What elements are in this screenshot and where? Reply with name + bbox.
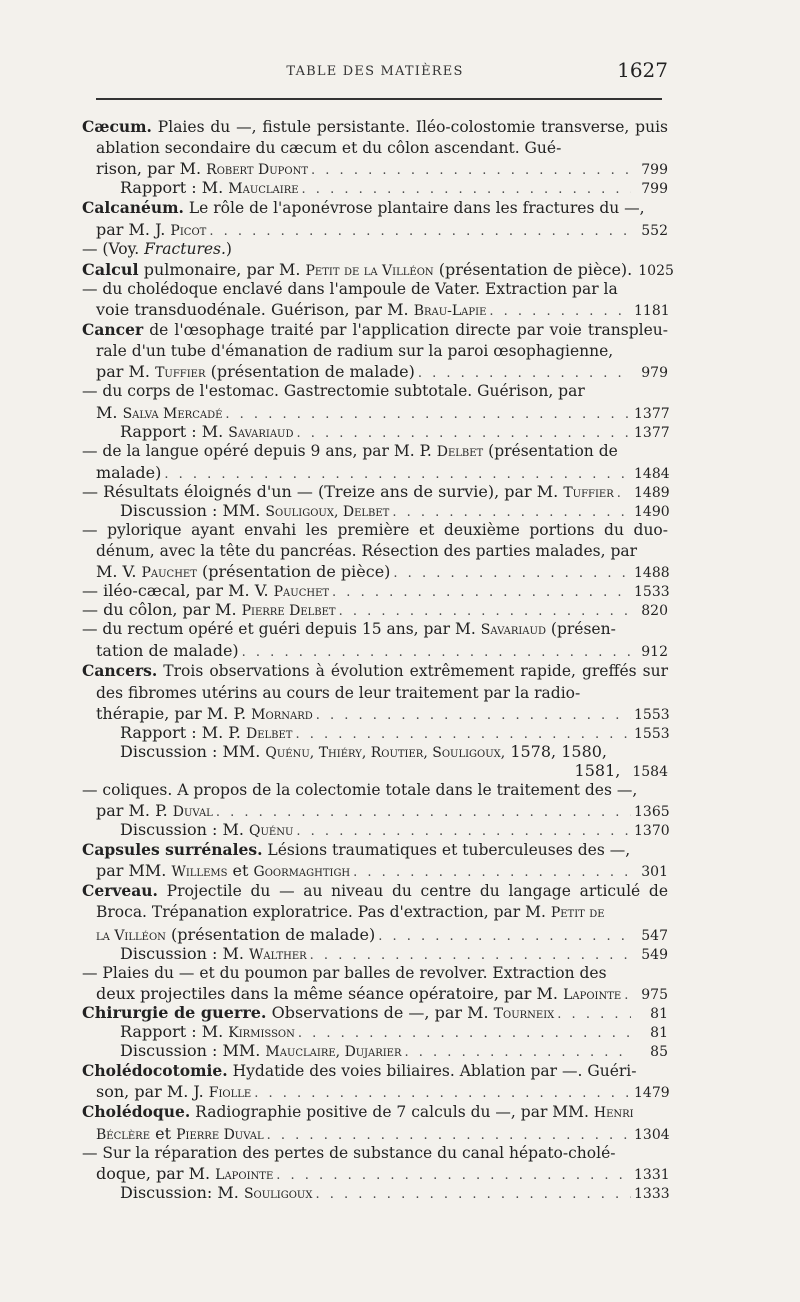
entry-line	[82, 300, 668, 319]
dot-leader	[297, 426, 632, 441]
entry-cerveau	[82, 880, 668, 924]
entry-text: Discussion : M.	[120, 820, 250, 840]
page-ref: 1365	[634, 804, 670, 821]
entry-resultats	[82, 482, 668, 501]
author-name: Savariaud	[480, 622, 546, 639]
entry-line	[82, 159, 668, 178]
entry-line	[82, 801, 668, 820]
page-ref: 799	[641, 181, 668, 198]
entry-line	[82, 422, 668, 441]
entry-text: son, par M. J.	[96, 1082, 209, 1102]
author-name: Fiolle	[208, 1085, 252, 1102]
entry-text: M.	[96, 402, 123, 422]
author-name: Robert Dupont	[206, 162, 309, 179]
entry-line	[82, 403, 668, 422]
entry-text	[96, 1082, 251, 1101]
page-ref: 1331	[634, 1167, 670, 1184]
entry-text: de l'œsophage traité par l'application directe par voie transpleu-rale d'un tube d'émanation de radium sur la paroi œsophagienne,	[96, 321, 668, 361]
page-ref: 820	[641, 603, 668, 620]
page-ref: 799	[641, 162, 668, 179]
entry-text: Rapport : M.	[120, 178, 229, 198]
page-ref: 81	[650, 1024, 668, 1041]
dot-leader	[254, 1086, 631, 1101]
index-heading: Cerveau.	[82, 881, 158, 901]
entry-text	[96, 704, 313, 723]
entry-text	[120, 422, 294, 441]
page-ref: 552	[641, 222, 668, 239]
entry-text: Discussion : MM.	[120, 741, 266, 761]
entry-text	[96, 562, 390, 581]
entry-text: Projectile du — au niveau du centre du langage articulé de Broca. Trépanation exploratrice. Pas d'extraction, par M.	[96, 882, 668, 922]
entry-text	[96, 403, 222, 422]
entry-text: thérapie, par M. P.	[96, 703, 252, 723]
entry-pylorique	[82, 520, 668, 562]
page-ref: 1333	[634, 1186, 670, 1203]
author-name: Lapointe	[215, 1167, 274, 1184]
entry-capsules	[82, 839, 668, 861]
entry-line	[82, 501, 668, 520]
dot-leader	[339, 604, 631, 619]
index-heading: Cholédoque.	[82, 1102, 191, 1122]
entry-text: tation de malade)	[96, 641, 239, 661]
entry-text: Discussion : MM.	[120, 1040, 266, 1060]
dot-leader	[392, 505, 631, 520]
entry-text	[120, 723, 292, 742]
author-name: Savariaud	[228, 424, 294, 441]
entry-text: Le rôle de l'aponévrose plantaire dans les fractures du —,	[183, 199, 645, 218]
dot-leader	[267, 1128, 631, 1143]
entry-text: malade)	[96, 462, 162, 482]
author-name: Delbet	[245, 725, 293, 742]
entry-line	[82, 1022, 668, 1041]
author-name: Delbet	[436, 443, 484, 460]
index-heading: Capsules surrénales.	[82, 840, 263, 860]
entry-line	[82, 704, 668, 723]
page-ref: 1533	[634, 584, 670, 601]
entry-text: (présentation de	[483, 441, 618, 460]
entry-text: — (Voy.	[82, 239, 145, 258]
entry-text: 1581,	[574, 760, 621, 780]
author-name: Lapointe	[563, 986, 622, 1003]
author-name: Willems	[171, 864, 228, 881]
index-entries	[82, 116, 674, 1203]
entry-calcaneum-voy	[82, 239, 668, 260]
entry-line	[82, 761, 668, 780]
author-name: Quénu	[249, 823, 294, 840]
entry-text: Hydatide des voies biliaires. Ablation par —. Guéri-	[227, 1061, 637, 1080]
author-name: Goormaghtigh	[253, 864, 351, 881]
entry-text	[120, 501, 389, 520]
author-name: Souligoux	[243, 1186, 313, 1203]
entry-line	[82, 1082, 668, 1101]
entry-text	[120, 178, 299, 197]
entry-text: (présen-	[545, 620, 616, 639]
entry-text	[82, 482, 614, 501]
author-name: Souligoux, Delbet	[265, 503, 390, 520]
running-title: TABLE DES MATIÈRES	[286, 64, 464, 79]
entry-text: Rapport : M. P.	[120, 722, 246, 742]
entry-text: — Sur la réparation des pertes de substance du canal hépato-cholé-	[82, 1144, 616, 1163]
author-name: Tuffier	[155, 365, 206, 382]
entry-line	[82, 362, 668, 381]
entry-text: Rapport : M.	[120, 421, 229, 441]
page-ref: 1377	[634, 405, 670, 422]
entry-caecum	[82, 116, 668, 159]
entry-text: )	[225, 239, 232, 258]
dot-leader	[557, 1007, 631, 1022]
page-ref: 1484	[634, 465, 670, 482]
entry-reparation	[82, 1143, 668, 1164]
page-ref: 975	[641, 986, 668, 1003]
entry-text	[96, 801, 213, 820]
entry-line	[82, 641, 668, 660]
entry-text: Trois observations à évolution extrêmement rapide, greffés sur des fibromes utérins au cours de leur traitement par la radio-	[96, 662, 668, 702]
index-heading: Calcul	[82, 259, 139, 279]
entry-text	[82, 581, 329, 600]
entry-text: (présentation de pièce).	[433, 259, 633, 279]
author-name: Salva Mercadé	[122, 405, 223, 422]
entry-text	[82, 600, 336, 619]
entry-text: — du corps de l'estomac. Gastrectomie subtotale. Guérison, par	[82, 382, 585, 401]
author-name: Quénu, Thiéry, Routier, Souligoux,	[265, 744, 506, 761]
entry-line	[82, 984, 668, 1003]
page-ref: 1304	[634, 1127, 670, 1144]
entry-text	[96, 220, 206, 239]
entry-text: (présentation de malade)	[165, 924, 376, 944]
dot-leader	[276, 1168, 631, 1183]
entry-line	[82, 1041, 668, 1060]
entry-text: Lésions traumatiques et tuberculeuses des —,	[262, 841, 631, 860]
entry-calcul	[82, 259, 674, 279]
entry-text: Radiographie positive de 7 calculs du —, par MM.	[190, 1103, 594, 1122]
index-heading: Cancer	[82, 320, 144, 340]
entry-text: — iléo-cæcal, par M. V.	[82, 581, 274, 601]
author-name: la Villéon	[96, 927, 166, 944]
entry-text: pulmonaire, par M.	[138, 259, 306, 279]
entry-text: rison, par M.	[96, 159, 207, 179]
entry-text: — coliques. A propos de la colectomie totale dans le traitement des —,	[82, 780, 638, 799]
entry-line	[82, 820, 668, 839]
dot-leader	[405, 1045, 631, 1060]
entry-text: — Résultats éloignés d'un — (Treize ans de survie), par M.	[82, 481, 564, 501]
running-head	[82, 58, 668, 86]
dot-leader	[378, 929, 631, 944]
author-name: Pierre Delbet	[241, 603, 336, 620]
entry-text: — du cholédoque enclavé dans l'ampoule de Vater. Extraction par la	[82, 279, 618, 298]
page-ref: 1490	[634, 503, 670, 520]
entry-text: M. V.	[96, 562, 142, 582]
author-name: Pauchet	[141, 565, 197, 582]
page-ref: 85	[650, 1043, 668, 1060]
dot-leader	[316, 708, 631, 723]
dot-leader	[242, 645, 631, 660]
page	[82, 58, 674, 1203]
entry-text: — du rectum opéré et guéri depuis 15 ans, par M.	[82, 620, 481, 639]
entry-text	[82, 1003, 554, 1022]
dot-leader	[302, 182, 631, 197]
entry-text: (présentation de malade)	[205, 362, 415, 382]
entry-cancer-langue	[82, 441, 668, 463]
entry-text	[96, 159, 308, 178]
entry-text	[96, 925, 375, 944]
entry-plaies	[82, 963, 668, 984]
dot-leader	[418, 366, 631, 381]
entry-line	[82, 944, 668, 963]
entry-text	[96, 861, 350, 880]
dot-leader	[489, 304, 631, 319]
entry-colon	[82, 600, 668, 619]
entry-text: — du côlon, par M.	[82, 600, 242, 620]
author-name: Kirmisson	[228, 1024, 295, 1041]
author-name: Pauchet	[273, 584, 330, 601]
entry-cancer	[82, 319, 668, 362]
entry-choledoque	[82, 1101, 668, 1124]
entry-text	[96, 362, 415, 381]
entry-line	[82, 1164, 668, 1183]
entry-cancer-estomac	[82, 381, 668, 402]
entry-text	[120, 944, 307, 963]
entry-rectum	[82, 619, 668, 641]
entry-text: Fractures.	[144, 239, 226, 258]
entry-text	[120, 1022, 295, 1041]
dot-leader	[315, 1187, 631, 1202]
author-name: Mornard	[251, 706, 313, 723]
entry-chirurgie	[82, 1003, 668, 1022]
page-ref: 547	[641, 927, 668, 944]
entry-text: doque, par M.	[96, 1164, 216, 1184]
page-ref: 1584	[632, 763, 668, 780]
entry-text: par M.	[96, 362, 156, 382]
dot-leader	[298, 1026, 631, 1041]
page-ref: 301	[641, 864, 668, 881]
page-ref: 1370	[634, 823, 670, 840]
page-ref: 1553	[634, 725, 670, 742]
entry-text: — Plaies du — et du poumon par balles de revolver. Extraction des	[82, 963, 607, 982]
index-heading: Cancers.	[82, 661, 158, 681]
entry-line	[82, 723, 668, 742]
page-ref: 979	[641, 365, 668, 382]
dot-leader	[209, 224, 631, 239]
entry-text: voie transduodénale. Guérison, par M.	[96, 300, 414, 320]
entry-text	[120, 820, 293, 839]
entry-line	[82, 463, 668, 482]
entry-text: deux projectiles dans la même séance opératoire, par M.	[96, 983, 564, 1003]
dot-leader	[225, 407, 631, 422]
dot-leader	[353, 865, 631, 880]
author-name: Walther	[249, 946, 307, 963]
entry-text: (présentation de pièce)	[196, 562, 391, 582]
entry-coliques	[82, 780, 668, 801]
dot-leader	[164, 467, 631, 482]
author-name: Tourneix	[493, 1005, 555, 1022]
index-heading: Cæcum.	[82, 117, 152, 136]
index-heading: Cholédocotomie.	[82, 1060, 228, 1080]
entry-line	[82, 178, 668, 197]
entry-text: 1578, 1580,	[505, 741, 608, 761]
author-name: Petit de la Villéon	[305, 262, 434, 279]
entry-line	[82, 925, 668, 944]
page-ref: 81	[650, 1005, 668, 1022]
page-ref: 1488	[634, 565, 670, 582]
entry-text	[120, 1041, 402, 1060]
entry-line	[82, 742, 668, 761]
dot-leader	[332, 585, 631, 600]
dot-leader	[393, 566, 631, 581]
entry-text: Observations de —, par M.	[266, 1002, 494, 1022]
entry-ileo	[82, 581, 668, 600]
author-name: Henri	[593, 1105, 634, 1122]
entry-line	[82, 562, 668, 581]
entry-text	[96, 1124, 264, 1143]
page-ref: 1377	[634, 424, 670, 441]
entry-text: et	[227, 861, 254, 881]
entry-text: par MM.	[96, 861, 172, 881]
author-name: Tuffier	[563, 484, 614, 501]
entry-text: et	[150, 1124, 177, 1144]
entry-text: Plaies du —, fistule persistante. Iléo-colostomie transverse, puis ablation secondaire du cæcum et du côlon ascendant. Gué-	[96, 118, 668, 158]
dot-leader	[216, 805, 631, 820]
entry-text: — de la langue opéré depuis 9 ans, par M. P.	[82, 441, 437, 460]
dot-leader	[296, 824, 631, 839]
page-ref: 1025	[638, 262, 674, 279]
entry-line	[82, 861, 668, 880]
entry-text: — pylorique ayant envahi les première et deuxième portions du duo-dénum, avec la tête du pancréas. Résection des parties malades, par	[82, 520, 668, 561]
author-name: Picot	[170, 222, 207, 239]
index-heading: Chirurgie de guerre.	[82, 1002, 267, 1022]
entry-text	[96, 300, 486, 319]
author-name: Mauclaire, Dujarier	[265, 1043, 402, 1060]
author-name: Brau-Lapie	[413, 303, 487, 320]
entry-calcaneum	[82, 197, 668, 219]
entry-text: Discussion : MM.	[120, 500, 266, 520]
dot-leader	[310, 948, 631, 963]
entry-text	[96, 1164, 273, 1183]
author-name: Mauclaire	[228, 181, 299, 198]
entry-line	[82, 220, 668, 239]
dot-leader	[624, 988, 631, 1003]
entry-line	[82, 1124, 668, 1143]
dot-leader	[311, 163, 631, 178]
author-name: Béclère	[96, 1127, 151, 1144]
entry-text	[120, 1183, 312, 1202]
entry-text	[82, 260, 632, 279]
header-rule	[96, 98, 662, 100]
entry-choledoque-enclave	[82, 279, 668, 300]
dot-leader	[295, 727, 631, 742]
entry-text: par M. J.	[96, 219, 171, 239]
page-ref: 1489	[634, 484, 670, 501]
page-ref: 912	[641, 644, 668, 661]
entry-text: Rapport : M.	[120, 1021, 229, 1041]
page-ref: 1479	[634, 1085, 670, 1102]
page-ref: 1181	[634, 303, 670, 320]
entry-text: Discussion : M.	[120, 943, 250, 963]
entry-choledocotomie	[82, 1060, 668, 1082]
author-name: Duval	[172, 804, 213, 821]
author-name: Pierre Duval	[176, 1127, 264, 1144]
entry-text: Discussion: M.	[120, 1183, 244, 1203]
dot-leader	[617, 486, 631, 501]
page-number: 1627	[617, 58, 668, 82]
index-heading: Calcanéum.	[82, 198, 184, 218]
page-ref: 549	[641, 946, 668, 963]
entry-cancers	[82, 660, 668, 703]
entry-line	[82, 1183, 668, 1202]
page-ref: 1553	[634, 706, 670, 723]
entry-text: par M. P.	[96, 801, 173, 821]
entry-text	[96, 984, 621, 1003]
author-name: Petit de	[550, 905, 605, 922]
entry-text	[120, 742, 607, 761]
